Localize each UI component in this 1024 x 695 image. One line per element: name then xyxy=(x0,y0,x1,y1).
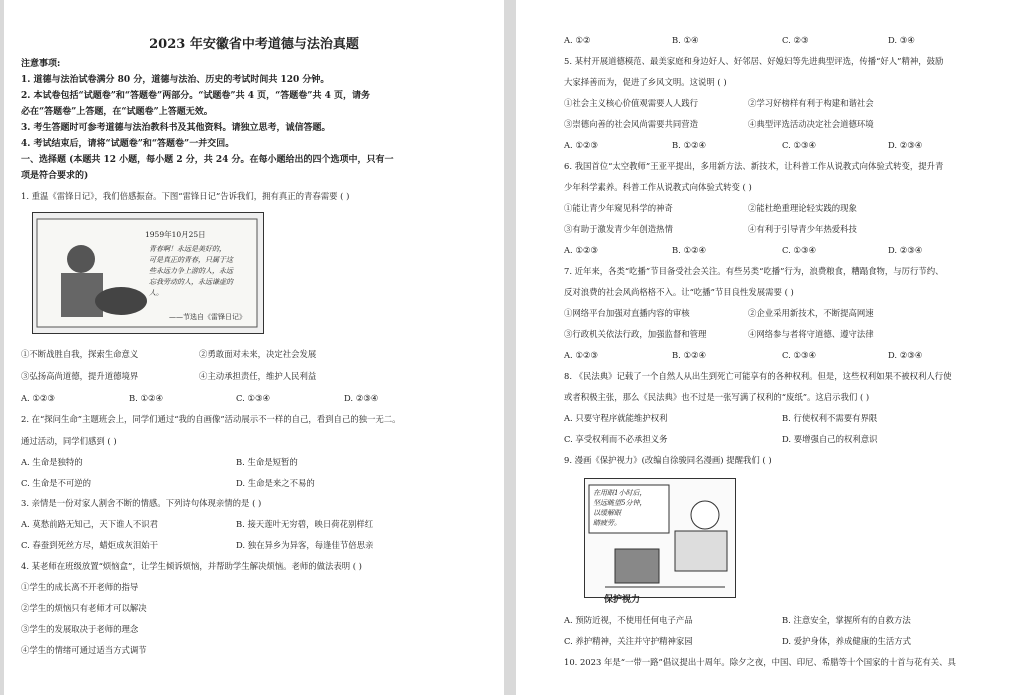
leifeng-diary-figure xyxy=(32,212,264,334)
choice: D. ③④ xyxy=(888,35,915,45)
question-3-stem: 3. 亲情是一份对家人割舍不断的情感。下列诗句体现亲情的是 ( ) xyxy=(21,498,262,508)
notice-heading: 注意事项: xyxy=(21,59,61,69)
choice: B. ①②④ xyxy=(129,393,164,403)
choice: A. ①②③ xyxy=(564,245,598,255)
diary-source: ——节选自《雷锋日记》 xyxy=(169,313,246,321)
choice: B. 生命是短暂的 xyxy=(236,457,298,467)
choice: A. 莫愁前路无知己，天下谁人不识君 xyxy=(21,519,158,529)
choice: D. ②③④ xyxy=(888,140,923,150)
diary-line: 人。 xyxy=(149,289,163,297)
choice: A. ①②③ xyxy=(564,350,598,360)
option: ④网络参与者将守道德、遵守法律 xyxy=(748,329,874,339)
diary-line: 可是真正的青春，只属于这 xyxy=(149,256,233,264)
choice: C. ①③④ xyxy=(236,393,270,403)
diary-date: 1959年10月25日 xyxy=(145,230,206,239)
diary-line: 青春啊！永远是美好的， xyxy=(149,245,226,253)
option: ②学习好榜样有利于构建和谐社会 xyxy=(748,98,874,108)
option: ③行政机关依法行政，加强监督和管理 xyxy=(564,329,707,339)
choice: D. 要增强自己的权利意识 xyxy=(782,434,878,444)
option: ③有助于激发青少年创造热情 xyxy=(564,224,673,234)
choice: A. ①② xyxy=(564,35,591,45)
choice: D. 独在异乡为异客，每逢佳节倍思亲 xyxy=(236,540,374,550)
choice: B. ①②④ xyxy=(672,350,707,360)
option: ①社会主义核心价值观需要人人践行 xyxy=(564,98,698,108)
choice: C. 生命是不可逆的 xyxy=(21,478,92,488)
choice: D. ②③④ xyxy=(888,350,923,360)
question-5-stem: 大家择善而为，促进了乡风文明。这说明 ( ) xyxy=(564,77,727,87)
option: ③弘扬高尚道德，提升道德境界 xyxy=(21,371,139,381)
exam-title: 2023 年安徽省中考道德与法治真题 xyxy=(149,37,359,52)
option: ①不断战胜自我，探索生命意义 xyxy=(21,349,139,359)
option: ②企业采用新技术，不断提高网速 xyxy=(748,308,874,318)
question-7-stem: 反对浪费的社会风尚格格不入。让“吃播”节目良性发展需要 ( ) xyxy=(564,287,794,297)
cartoon-caption: 保护视力 xyxy=(604,595,641,605)
option: ④学生的情绪可通过适当方式调节 xyxy=(21,645,147,655)
section-heading: 项是符合要求的) xyxy=(21,171,89,181)
question-9-stem: 9. 漫画《保护视力》(改编自徐骏同名漫画) 提醒我们 ( ) xyxy=(564,455,772,465)
question-4-stem: 4. 某老师在班级放置“烦恼盒”，让学生倾诉烦恼，并帮助学生解决烦恼。老师的做法表明 ( ) xyxy=(21,561,362,571)
question-5-stem: 5. 某村开展道德模范、最美家庭和身边好人、好邻居、好媳妇等先进典型评选，传播“好人”精神，鼓励 xyxy=(564,56,944,66)
choice: B. ①②④ xyxy=(672,140,707,150)
choice: B. 行使权利不需要有界限 xyxy=(782,413,878,423)
exam-page-right xyxy=(516,0,1024,695)
question-8-stem: 或者积极主张，那么《民法典》也不过是一张写满了权利的“废纸”。这启示我们 ( ) xyxy=(564,392,870,402)
cartoon-text: 在用眼1小时后， xyxy=(593,489,647,497)
choice: A. ①②③ xyxy=(21,393,55,403)
option: ④有利于引导青少年热爱科技 xyxy=(748,224,857,234)
diary-line: 忘我劳动的人，永远谦虚的 xyxy=(149,278,233,286)
cartoon-text: 睛疲劳。 xyxy=(593,519,621,527)
choice: C. 养护精神，关注并守护精神家园 xyxy=(564,636,693,646)
choice: C. 享受权利而不必承担义务 xyxy=(564,434,668,444)
choice: B. ①④ xyxy=(672,35,699,45)
choice: A. 预防近视，不使用任何电子产品 xyxy=(564,615,693,625)
question-8-stem: 8. 《民法典》记载了一个自然人从出生到死亡可能享有的各种权利。但是，这些权利如果不被权利人行使 xyxy=(564,371,952,381)
option: ③崇德向善的社会风尚需要共同营造 xyxy=(564,119,698,129)
question-1-stem: 1. 重温《雷锋日记》，我们倍感振奋。下图“雷锋日记”告诉我们，拥有真正的青春需要 ( ) xyxy=(21,191,350,201)
option: ③学生的发展取决于老师的理念 xyxy=(21,624,139,634)
notice-line: 必在“答题卷”上答题，在“试题卷”上答题无效。 xyxy=(21,107,213,117)
choice: B. 注意安全，掌握所有的自救方法 xyxy=(782,615,911,625)
cartoon-text: 以缓解眼 xyxy=(593,509,621,517)
choice: D. ②③④ xyxy=(888,245,923,255)
option: ④典型评选活动决定社会道德环境 xyxy=(748,119,874,129)
question-2-stem: 通过活动，同学们感到 ( ) xyxy=(21,436,117,446)
diary-line: 些永远力争上游的人，永远 xyxy=(149,267,233,275)
option: ②学生的烦恼只有老师才可以解决 xyxy=(21,603,147,613)
exam-page-left xyxy=(4,0,504,695)
choice: A. 只要守程序就能维护权利 xyxy=(564,413,668,423)
choice: C. ①③④ xyxy=(782,140,816,150)
option: ①学生的成长离不开老师的指导 xyxy=(21,582,139,592)
choice: C. ①③④ xyxy=(782,245,816,255)
option: ②勇敢面对未来，决定社会发展 xyxy=(199,349,317,359)
choice: D. 生命是来之不易的 xyxy=(236,478,315,488)
choice: B. ①②④ xyxy=(672,245,707,255)
choice: D. ②③④ xyxy=(344,393,379,403)
choice: D. 爱护身体，养成健康的生活方式 xyxy=(782,636,911,646)
choice: C. 春蚕到死丝方尽，蜡炬成灰泪始干 xyxy=(21,540,159,550)
option: ①能让青少年窥见科学的神奇 xyxy=(564,203,673,213)
question-6-stem: 少年科学素养。科普工作从说教式向体验式转变 ( ) xyxy=(564,182,752,192)
eye-protection-cartoon xyxy=(584,478,736,598)
option: ①网络平台加强对直播内容的审核 xyxy=(564,308,690,318)
notice-line: 1. 道德与法治试卷满分 80 分，道德与法治、历史的考试时间共 120 分钟。 xyxy=(21,75,330,85)
cartoon-text: 坚远眺望5分钟， xyxy=(593,499,647,507)
choice: C. ②③ xyxy=(782,35,809,45)
choice: C. ①③④ xyxy=(782,350,816,360)
notice-line: 3. 考生答题时可参考道德与法治教科书及其他资料。请独立思考，诚信答题。 xyxy=(21,123,331,133)
choice: A. ①②③ xyxy=(564,140,598,150)
option: ④主动承担责任，维护人民利益 xyxy=(199,371,317,381)
section-heading: 一、选择题 (本题共 12 小题，每小题 2 分，共 24 分。在每小题给出的四个选项中，只有一 xyxy=(21,155,394,165)
choice: B. 接天莲叶无穷碧，映日荷花别样红 xyxy=(236,519,374,529)
choice: A. 生命是独特的 xyxy=(21,457,83,467)
question-6-stem: 6. 我国首位“太空教师”王亚平提出，多用新方法、新技术，让科普工作从说教式向体验式转变，提升青 xyxy=(564,161,944,171)
option: ②能杜绝重理论轻实践的现象 xyxy=(748,203,857,213)
question-7-stem: 7. 近年来，各类“吃播”节目备受社会关注。有些另类“吃播”行为，浪费粮食，糟蹋食物，与厉行节约、 xyxy=(564,266,944,276)
notice-line: 2. 本试卷包括“试题卷”和“答题卷”两部分。“试题卷”共 4 页，“答题卷”共 4 页，请务 xyxy=(21,91,371,101)
question-2-stem: 2. 在“探问生命”主题班会上，同学们通过“我的自画像”活动展示不一样的自己，看到自己的独一无二。 xyxy=(21,414,401,424)
notice-line: 4. 考试结束后，请将“试题卷”和“答题卷”一并交回。 xyxy=(21,139,235,149)
question-10-stem: 10. 2023 年是“一带一路”倡议提出十周年。除夕之夜，中国、印尼、希腊等十个国家的十首与花有关、具 xyxy=(564,657,956,667)
